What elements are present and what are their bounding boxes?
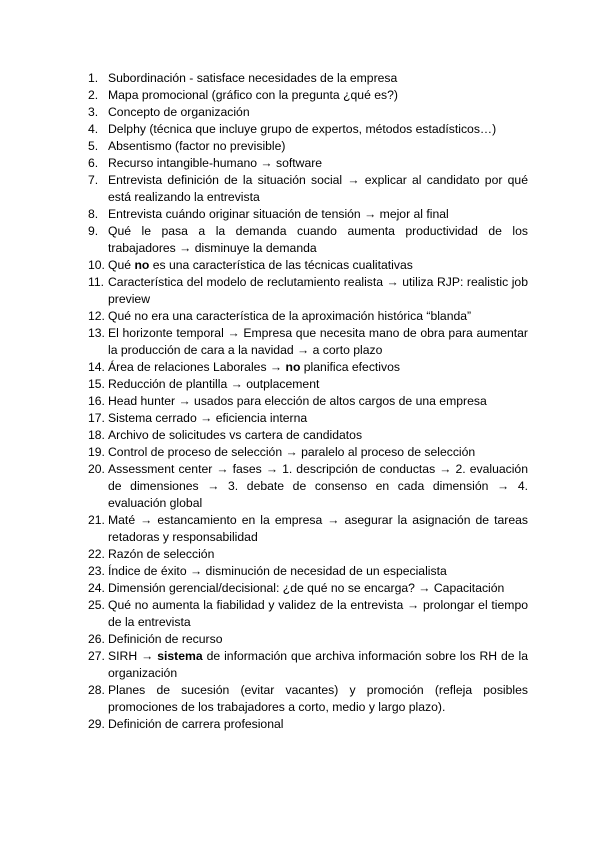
list-item <box>88 206 528 223</box>
list-item <box>88 70 528 87</box>
item-number: 9. <box>88 224 99 238</box>
item-text: Qué le pasa a la demanda cuando aumenta productividad de los trabajadores → disminuye la demanda <box>108 224 528 255</box>
item-number: 17. <box>88 411 105 425</box>
item-text: Subordinación - satisface necesidades de la empresa <box>108 71 398 85</box>
item-text: Qué no era una característica de la aproximación histórica “blanda” <box>108 309 472 323</box>
item-text-pre: Área de relaciones Laborales → <box>108 360 286 374</box>
item-number: 23. <box>88 564 105 578</box>
item-text: Dimensión gerencial/decisional: ¿de qué no se encarga? → Capacitación <box>108 581 505 595</box>
question-list <box>88 70 528 733</box>
list-item <box>88 87 528 104</box>
list-item <box>88 546 528 563</box>
item-number: 20. <box>88 462 105 476</box>
item-text-bold: sistema <box>157 649 203 663</box>
list-item <box>88 631 528 648</box>
item-text: Característica del modelo de reclutamiento realista → utiliza RJP: realistic job preview <box>108 275 528 306</box>
item-text-post: es una característica de las técnicas cualitativas <box>149 258 413 272</box>
item-number: 25. <box>88 598 105 612</box>
item-number: 5. <box>88 139 99 153</box>
item-text: El horizonte temporal → Empresa que necesita mano de obra para aumentar la producción de cara a la navidad → a corto plazo <box>108 326 528 357</box>
item-number: 6. <box>88 156 99 170</box>
list-item <box>88 648 528 682</box>
list-item <box>88 461 528 512</box>
item-text-bold: no <box>134 258 150 272</box>
list-item <box>88 325 528 359</box>
item-text: Delphy (técnica que incluye grupo de expertos, métodos estadísticos…) <box>108 122 497 136</box>
list-item <box>88 444 528 461</box>
item-number: 12. <box>88 309 105 323</box>
item-text: Planes de sucesión (evitar vacantes) y promoción (refleja posibles promociones de los trabajadores a corto, medio y largo plazo). <box>108 683 528 714</box>
item-text-bold: no <box>285 360 301 374</box>
item-number: 29. <box>88 717 105 731</box>
item-text: Sistema cerrado → eficiencia interna <box>108 411 308 425</box>
item-number: 14. <box>88 360 105 374</box>
item-number: 7. <box>88 173 99 187</box>
item-number: 19. <box>88 445 105 459</box>
item-number: 21. <box>88 513 105 527</box>
item-number: 16. <box>88 394 105 408</box>
item-text-pre: Qué <box>108 258 135 272</box>
list-item <box>88 682 528 716</box>
list-item <box>88 155 528 172</box>
item-text: Índice de éxito → disminución de necesidad de un especialista <box>108 564 447 578</box>
item-number: 22. <box>88 547 105 561</box>
item-text-post: planifica efectivos <box>300 360 400 374</box>
item-text: Concepto de organización <box>108 105 250 119</box>
item-number: 24. <box>88 581 105 595</box>
item-number: 1. <box>88 71 99 85</box>
list-item <box>88 716 528 733</box>
item-number: 4. <box>88 122 99 136</box>
item-text-post: de información que archiva información sobre los RH de la organización <box>108 649 529 680</box>
list-item <box>88 172 528 206</box>
list-item <box>88 274 528 308</box>
list-item <box>88 223 528 257</box>
item-number: 15. <box>88 377 105 391</box>
item-number: 11. <box>88 275 105 289</box>
item-text: Control de proceso de selección → paralelo al proceso de selección <box>108 445 476 459</box>
list-item <box>88 138 528 155</box>
list-item <box>88 376 528 393</box>
list-item <box>88 512 528 546</box>
item-text: Absentismo (factor no previsible) <box>108 139 286 153</box>
item-text: Qué no aumenta la fiabilidad y validez de la entrevista → prolongar el tiempo de la entrevista <box>108 598 528 629</box>
item-text: Entrevista definición de la situación social → explicar al candidato por qué está realizando la entrevista <box>108 173 528 204</box>
list-item <box>88 597 528 631</box>
item-text: Razón de selección <box>108 547 215 561</box>
item-number: 8. <box>88 207 99 221</box>
list-item <box>88 121 528 138</box>
item-text: Entrevista cuándo originar situación de tensión → mejor al final <box>108 207 449 221</box>
list-item <box>88 104 528 121</box>
item-number: 13. <box>88 326 105 340</box>
item-text: Mapa promocional (gráfico con la pregunta ¿qué es?) <box>108 88 398 102</box>
list-item <box>88 308 528 325</box>
list-item <box>88 257 528 274</box>
list-item <box>88 410 528 427</box>
item-text: Definición de recurso <box>108 632 223 646</box>
item-number: 10. <box>88 258 105 272</box>
item-text: Reducción de plantilla → outplacement <box>108 377 320 391</box>
item-number: 26. <box>88 632 105 646</box>
item-text: Archivo de solicitudes vs cartera de candidatos <box>108 428 363 442</box>
list-item <box>88 427 528 444</box>
list-item <box>88 563 528 580</box>
item-number: 27. <box>88 649 105 663</box>
item-number: 3. <box>88 105 99 119</box>
item-text: Assessment center → fases → 1. descripción de conductas → 2. evaluación de dimensiones → 3. debate de consenso en cada dimensión → 4. evaluación global <box>108 462 528 510</box>
item-text: Head hunter → usados para elección de altos cargos de una empresa <box>108 394 487 408</box>
item-text: Definición de carrera profesional <box>108 717 284 731</box>
list-item <box>88 580 528 597</box>
item-text: Recurso intangible-humano → software <box>108 156 323 170</box>
item-number: 2. <box>88 88 99 102</box>
item-number: 28. <box>88 683 105 697</box>
list-item <box>88 393 528 410</box>
item-text-pre: SIRH → <box>108 649 158 663</box>
item-text: Maté → estancamiento en la empresa → asegurar la asignación de tareas retadoras y responsabilidad <box>108 513 528 544</box>
item-number: 18. <box>88 428 105 442</box>
list-item <box>88 359 528 376</box>
